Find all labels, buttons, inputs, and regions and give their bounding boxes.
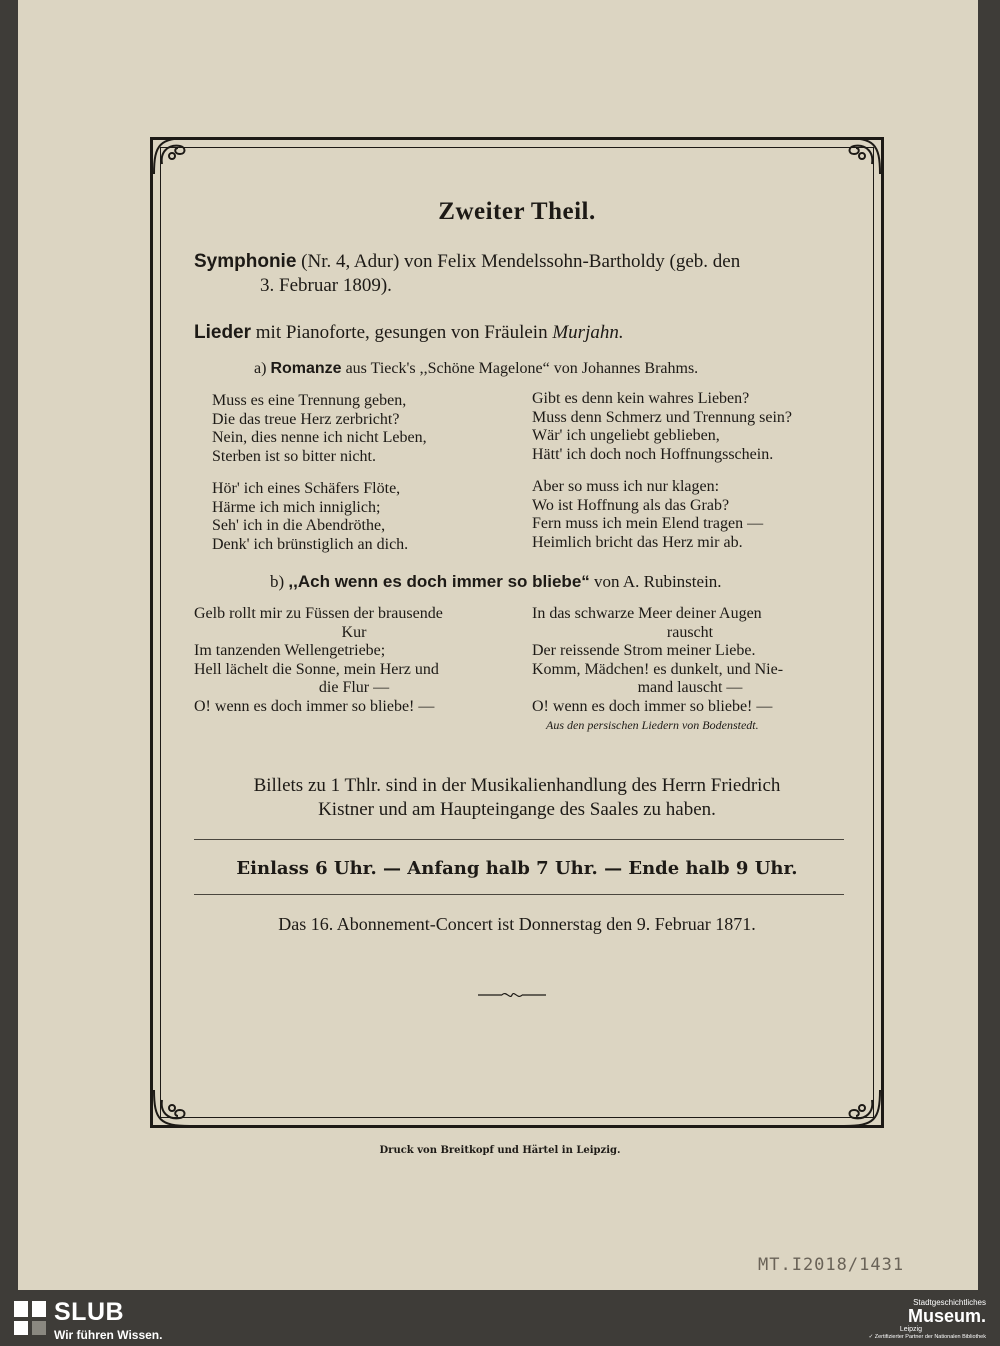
corner-ornament-bottom-right-icon [838, 1084, 884, 1130]
scan-edge-left [0, 0, 18, 1290]
song-b-text: von A. Rubinstein. [589, 572, 722, 591]
verse-line: Seh' ich in die Abendröthe, [212, 517, 386, 534]
verse-line: Muss es eine Trennung geben, [212, 392, 407, 409]
verse-line: Hätt' ich doch noch Hoffnungsschein. [532, 445, 774, 463]
divider-line [194, 839, 844, 840]
symphonie-text-line2: 3. Februar 1809). [260, 275, 392, 296]
section-title: Zweiter Theil. [438, 198, 596, 225]
song-b-label: ,,Ach wenn es doch immer so bliebe“ [288, 572, 590, 591]
ticket-info-line1: Billets zu 1 Thlr. sind in der Musikalienhandlung des Herrn Friedrich [253, 775, 781, 796]
next-concert: Das 16. Abonnement-Concert ist Donnerstag den 9. Februar 1871. [278, 914, 756, 934]
verse-line: Nein, dies nenne ich nicht Leben, [212, 429, 427, 446]
verse-line: Komm, Mädchen! es dunkelt, und Nie- [532, 660, 784, 678]
ticket-info-line2: Kistner und am Haupteingange des Saales zu haben. [318, 799, 716, 820]
museum-name: Museum. [907, 1306, 986, 1326]
verse-line: O! wenn es doch immer so bliebe! — [194, 697, 435, 715]
archive-stamp: MT.I2018/1431 [758, 1255, 905, 1275]
verse-line: Aber so muss ich nur klagen: [532, 478, 720, 495]
verse-line: Hell lächelt die Sonne, mein Herz und [194, 660, 439, 678]
verse-line: In das schwarze Meer deiner Augen [532, 605, 762, 622]
verse-line-continuation: rauscht [666, 623, 714, 641]
museum-city: Leipzig [899, 1326, 922, 1333]
verse-line: Der reissende Strom meiner Liebe. [532, 642, 756, 659]
symphonie-text: (Nr. 4, Adur) von Felix Mendelssohn-Bartholdy (geb. den [296, 251, 741, 272]
symphonie-entry [194, 250, 860, 298]
song-b-source: Aus den persischen Liedern von Bodenstedt. [546, 718, 759, 732]
singer-name: Murjahn. [552, 322, 624, 343]
lieder-entry [194, 322, 624, 344]
verse-line: Muss denn Schmerz und Trennung sein? [532, 408, 792, 426]
verse-line: Härme ich mich inniglich; [212, 498, 381, 516]
song-b-left-column [194, 605, 514, 716]
divider-line [194, 894, 844, 895]
museum-label-top: Stadtgeschichtliches [913, 1298, 986, 1307]
verse-line: Wo ist Hoffnung als das Grab? [532, 496, 730, 514]
ticket-info [170, 774, 864, 822]
lieder-label: Lieder [194, 322, 252, 343]
verse-line: Heimlich bricht das Herz mir ab. [532, 533, 743, 551]
scan-edge-right [978, 0, 1000, 1290]
slub-name: SLUB [54, 1298, 125, 1326]
symphonie-label: Symphonie [194, 251, 297, 272]
lieder-text: mit Pianoforte, gesungen von Fräulein [251, 322, 553, 343]
verse-line-continuation: mand lauscht — [637, 679, 743, 696]
verse-line: Im tanzenden Wellengetriebe; [194, 642, 386, 659]
verse-line-continuation: Kur [341, 623, 367, 641]
museum-note: ✓ Zertifizierter Partner der Nationalen Bibliothek [868, 1334, 986, 1340]
song-a-right-stanza-1 [532, 390, 792, 464]
corner-ornament-top-right-icon [838, 134, 884, 180]
slub-tagline: Wir führen Wissen. [54, 1328, 163, 1342]
song-a-label: Romanze [270, 360, 342, 377]
song-a-left-stanza-1 [212, 392, 427, 466]
verse-line: Hör' ich eines Schäfers Flöte, [212, 480, 401, 497]
corner-ornament-top-left-icon [150, 134, 196, 180]
verse-line: Gelb rollt mir zu Füssen der brausende [194, 605, 443, 622]
verse-line: Denk' ich brünstiglich an dich. [212, 535, 409, 553]
schedule-line: Einlass 6 Uhr. — Anfang halb 7 Uhr. — Ende halb 9 Uhr. [236, 858, 798, 879]
verse-line: Fern muss ich mein Elend tragen — [532, 515, 764, 532]
verse-line: Die das treue Herz zerbricht? [212, 410, 400, 428]
slub-logo-icon [12, 1299, 48, 1337]
printer-note: Druck von Breitkopf und Härtel in Leipzig. [379, 1145, 621, 1156]
song-a-text: aus Tieck's ,,Schöne Magelone“ von Johannes Brahms. [341, 360, 699, 377]
song-b-heading [270, 572, 722, 592]
verse-line: Wär' ich ungeliebt geblieben, [532, 427, 720, 444]
corner-ornament-bottom-left-icon [150, 1084, 196, 1130]
song-b-marker: b) [270, 572, 285, 591]
verse-line: O! wenn es doch immer so bliebe! — [532, 697, 773, 715]
song-a-left-stanza-2 [212, 480, 408, 554]
decorative-divider-icon [476, 990, 548, 1000]
verse-line: Gibt es denn kein wahres Lieben? [532, 390, 750, 407]
verse-line: Sterben ist so bitter nicht. [212, 447, 376, 465]
song-a-heading [254, 360, 698, 378]
footer-bar [0, 1290, 1000, 1346]
song-a-right-stanza-2 [532, 478, 763, 552]
verse-line-continuation: die Flur — [318, 679, 390, 696]
song-a-marker: a) [254, 360, 267, 377]
song-b-right-column [532, 605, 848, 716]
